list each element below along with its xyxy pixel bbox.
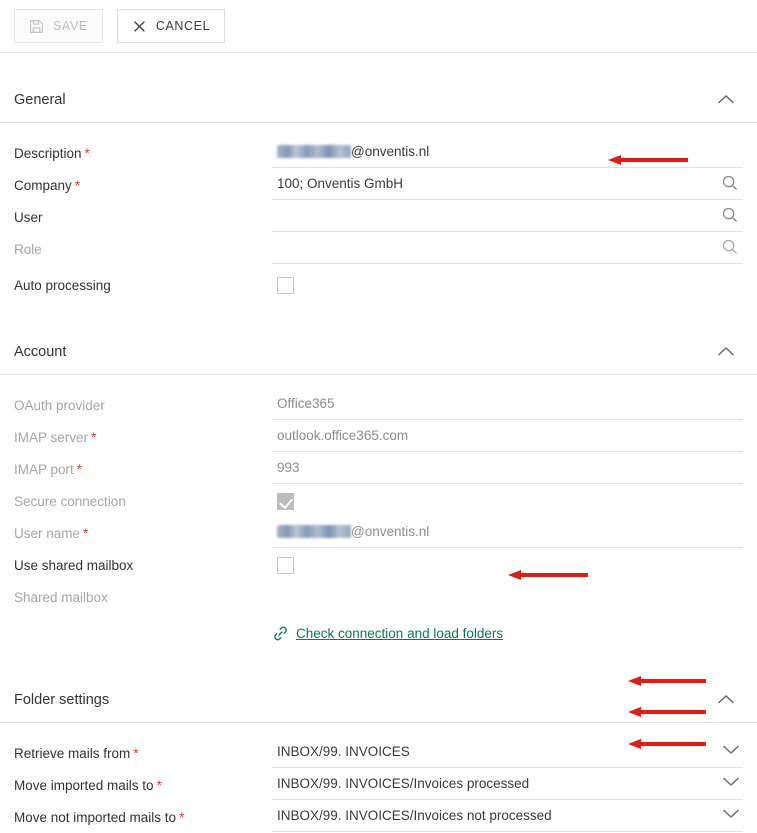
row-user-name — [0, 517, 757, 549]
row-move-imported-mails-to — [0, 769, 757, 801]
label-imap-port: IMAP port * — [14, 461, 83, 477]
role-value — [272, 248, 277, 250]
label-shared-mailbox: Shared mailbox — [14, 589, 108, 605]
chevron-down-icon[interactable] — [722, 744, 740, 755]
label-description: Description * — [14, 145, 90, 161]
search-icon[interactable] — [721, 206, 739, 224]
user-value — [272, 216, 277, 218]
label-company: Company * — [14, 177, 81, 193]
label-use-shared-mailbox: Use shared mailbox — [14, 557, 134, 573]
row-move-not-imported-mails-to — [0, 801, 757, 833]
row-oauth-provider — [0, 389, 757, 421]
move-imported-mails-to-field[interactable] — [272, 770, 743, 800]
role-field[interactable] — [272, 234, 743, 264]
imap-port-value: 993 — [277, 460, 300, 475]
row-retrieve-mails-from — [0, 737, 757, 769]
chevron-up-icon[interactable] — [717, 346, 735, 357]
row-shared-mailbox — [0, 581, 757, 613]
use-shared-mailbox-checkbox[interactable] — [277, 557, 294, 574]
auto-processing-field — [272, 270, 743, 300]
row-auto-processing — [0, 265, 757, 305]
label-move-imported-mails-to: Move imported mails to * — [14, 777, 162, 793]
required-marker: * — [84, 145, 90, 161]
required-marker: * — [179, 809, 185, 825]
toolbar — [0, 0, 757, 53]
shared-mailbox-value — [272, 596, 277, 598]
chevron-up-icon[interactable] — [717, 94, 735, 105]
user-name-value: @onventis.nl — [351, 524, 430, 539]
shared-mailbox-field — [272, 582, 743, 612]
imap-server-field — [272, 422, 743, 452]
label-oauth-provider: OAuth provider — [14, 397, 105, 413]
label-user-name: User name * — [14, 525, 89, 541]
section-header-folder-settings[interactable] — [0, 677, 757, 723]
label-move-not-imported-mails-to: Move not imported mails to * — [14, 809, 185, 825]
auto-processing-checkbox[interactable] — [277, 277, 294, 294]
label-user: User — [14, 209, 43, 225]
description-field[interactable] — [272, 138, 743, 168]
use-shared-mailbox-field — [272, 550, 743, 580]
label-auto-processing: Auto processing — [14, 277, 111, 293]
move-imported-mails-to-value: INBOX/99. INVOICES/Invoices processed — [277, 776, 530, 791]
retrieve-mails-from-value: INBOX/99. INVOICES — [277, 744, 410, 759]
row-check-connection — [0, 613, 757, 653]
link-icon — [272, 625, 289, 642]
required-marker: * — [91, 429, 97, 445]
chevron-up-icon[interactable] — [717, 694, 735, 705]
close-icon — [132, 19, 147, 34]
section-header-account[interactable] — [0, 329, 757, 375]
section-title-general: General — [14, 91, 66, 108]
row-description — [0, 137, 757, 169]
secure-connection-field — [272, 486, 743, 516]
section-header-general[interactable] — [0, 77, 757, 123]
cancel-button-label: CANCEL — [155, 18, 211, 33]
company-value: 100; Onventis GmbH — [277, 176, 404, 191]
row-imap-server — [0, 421, 757, 453]
row-user — [0, 201, 757, 233]
chevron-down-icon[interactable] — [722, 808, 740, 819]
row-role — [0, 233, 757, 265]
retrieve-mails-from-field[interactable] — [272, 738, 743, 768]
label-secure-connection: Secure connection — [14, 493, 126, 509]
save-icon — [29, 19, 44, 34]
chevron-down-icon[interactable] — [722, 776, 740, 787]
label-role: Role — [14, 241, 42, 257]
user-name-field — [272, 518, 743, 548]
required-marker: * — [83, 525, 89, 541]
save-button[interactable] — [14, 9, 103, 43]
redacted-text — [277, 525, 351, 538]
cancel-button[interactable] — [117, 9, 225, 43]
oauth-provider-value: Office365 — [277, 396, 335, 411]
row-secure-connection — [0, 485, 757, 517]
section-title-folder-settings: Folder settings — [14, 691, 110, 708]
oauth-provider-field — [272, 390, 743, 420]
save-button-label: SAVE — [53, 18, 88, 33]
row-imap-port — [0, 453, 757, 485]
required-marker: * — [133, 745, 139, 761]
redacted-text — [277, 145, 351, 158]
label-retrieve-mails-from: Retrieve mails from * — [14, 745, 139, 761]
required-marker: * — [74, 177, 81, 193]
check-connection-label: Check connection and load folders — [296, 625, 504, 641]
description-value: @onventis.nl — [351, 144, 430, 159]
check-connection-link[interactable] — [272, 625, 503, 642]
imap-server-value: outlook.office365.com — [277, 428, 409, 443]
imap-port-field — [272, 454, 743, 484]
search-icon[interactable] — [721, 174, 739, 192]
row-company — [0, 169, 757, 201]
company-field[interactable] — [272, 170, 743, 200]
required-marker: * — [76, 461, 83, 477]
section-title-account: Account — [14, 343, 67, 360]
user-field[interactable] — [272, 202, 743, 232]
move-not-imported-mails-to-value: INBOX/99. INVOICES/Invoices not processed — [277, 808, 552, 823]
row-use-shared-mailbox — [0, 549, 757, 581]
secure-connection-checkbox — [277, 493, 294, 510]
move-not-imported-mails-to-field[interactable] — [272, 802, 743, 832]
label-imap-server: IMAP server * — [14, 429, 97, 445]
required-marker: * — [156, 777, 162, 793]
search-icon[interactable] — [721, 238, 739, 256]
